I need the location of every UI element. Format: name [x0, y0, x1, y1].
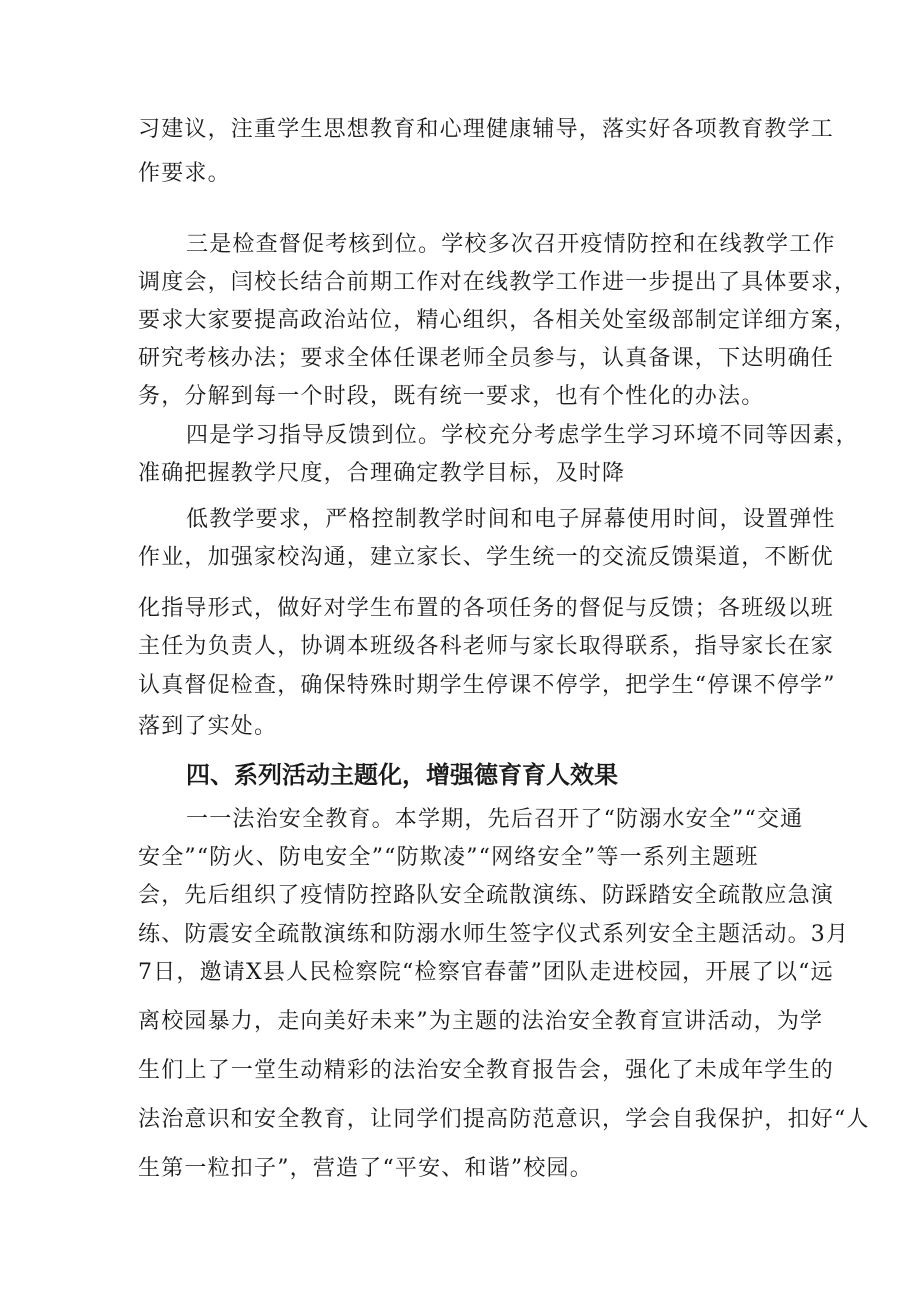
text-line: 调度会，闫校长结合前期工作对在线教学工作进一步提出了具体要求，: [138, 270, 858, 295]
text-line: 生们上了一堂生动精彩的法治安全教育报告会，强化了未成年学生的: [138, 1058, 835, 1083]
text-line: 落到了实处。: [138, 714, 278, 739]
text-line: 研究考核办法；要求全体任课老师全员参与，认真备课，下达明确任: [138, 346, 835, 371]
text-line: 作要求。: [138, 161, 231, 186]
paragraph-start: 三是检查督促考核到位。学校多次召开疫情防控和在线教学工作: [186, 232, 836, 257]
paragraph-start: 低教学要求，严格控制教学时间和电子屏幕使用时间，设置弹性: [186, 507, 836, 532]
text-line: 离校园暴力，走向美好未来”为主题的法治安全教育宣讲活动，为学: [138, 1009, 824, 1034]
text-line: 认真督促检查，确保特殊时期学生停课不停学，把学生“停课不停学”: [138, 673, 836, 698]
paragraph-start: 四是学习指导反馈到位。学校充分考虑学生学习环境不同等因素，: [186, 423, 859, 448]
paragraph-start: 一一法治安全教育。本学期，先后召开了“防溺水安全”“交通: [186, 807, 804, 832]
text-line: 法治意识和安全教育，让同学们提高防范意识，学会自我保护，扣好“人: [138, 1107, 870, 1132]
text-line: 练、防震安全疏散演练和防溺水师生签字仪式系列安全主题活动。3月: [138, 922, 850, 947]
text-line: 安全”“防火、防电安全”“防欺凌”“网络安全”等一系列主题班: [138, 845, 759, 870]
text-line: 会，先后组织了疫情防控路队安全疏散演练、防踩踏安全疏散应急演: [138, 883, 835, 908]
text-line: 准确把握教学尺度，合理确定教学目标，及时降: [138, 461, 626, 486]
text-line: 主任为负责人，协调本班级各科老师与家长取得联系，指导家长在家: [138, 634, 835, 659]
text-line: 要求大家要提高政治站位，精心组织，各相关处室级部制定详细方案，: [138, 308, 858, 333]
text-line: 作业，加强家校沟通，建立家长、学生统一的交流反馈渠道，不断优: [138, 545, 835, 570]
text-line: 7日，邀请X县人民检察院“检察官春蕾”团队走进校园，开展了以“远: [138, 960, 834, 985]
text-line: 化指导形式，做好对学生布置的各项任务的督促与反馈；各班级以班: [138, 596, 835, 621]
text-line: 生第一粒扣子”，营造了“平安、和谐”校园。: [138, 1156, 593, 1181]
text-line: 务，分解到每一个时段，既有统一要求，也有个性化的办法。: [138, 384, 765, 409]
section-heading: 四、系列活动主题化，增强德育育人效果: [186, 761, 618, 789]
text-line: 习建议，注重学生思想教育和心理健康辅导，落实好各项教育教学工: [138, 117, 835, 142]
